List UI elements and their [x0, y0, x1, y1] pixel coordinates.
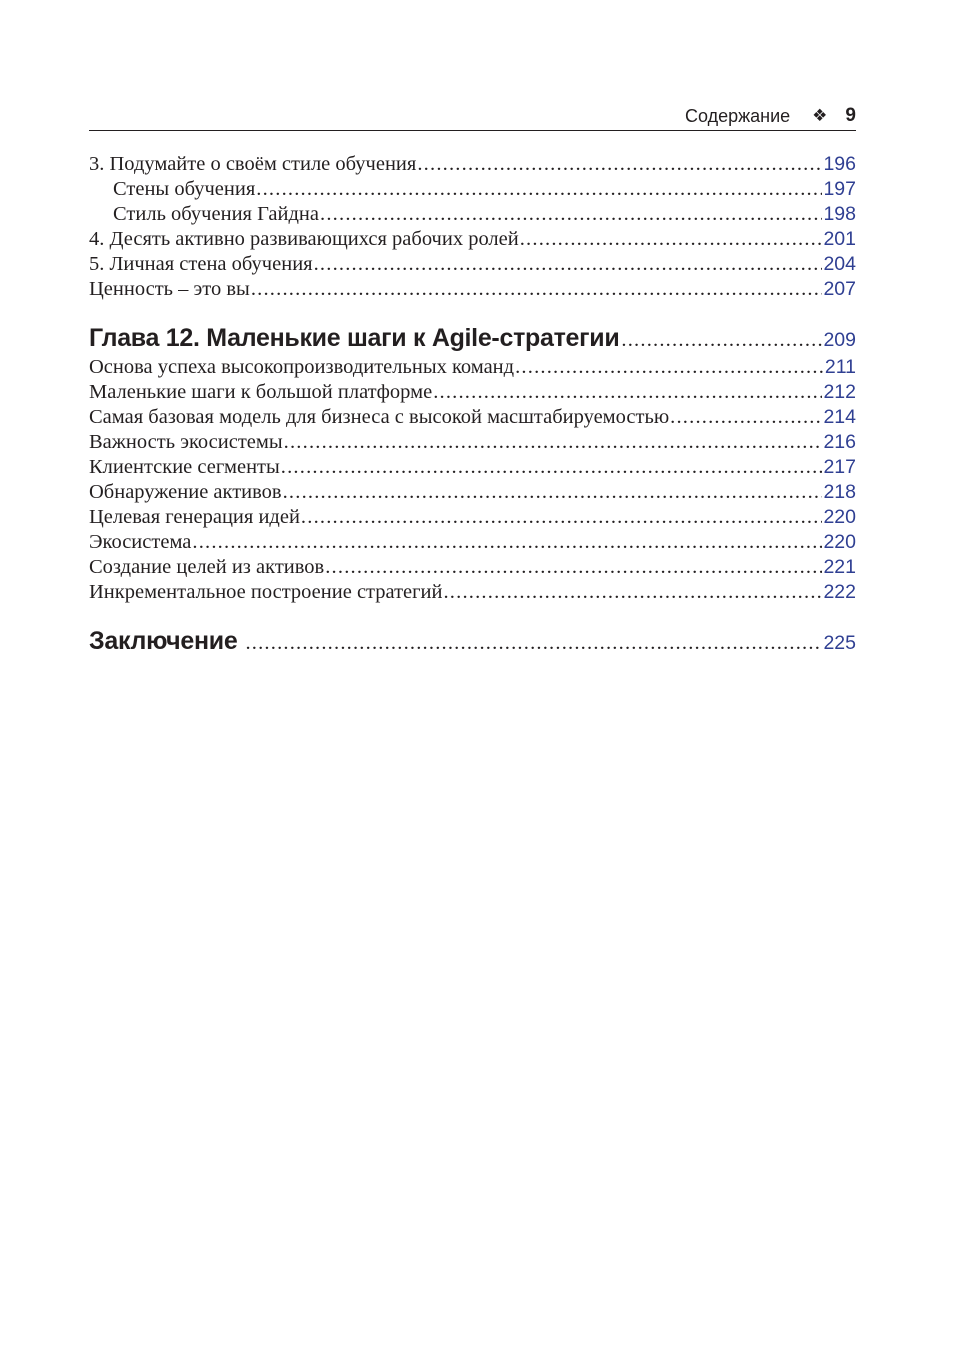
toc-entry-title: Важность экосистемы — [89, 431, 283, 453]
toc-entry[interactable] — [89, 405, 856, 430]
toc-entry-page[interactable]: 220 — [823, 531, 856, 553]
dot-leader — [284, 430, 823, 455]
toc-entry-title: Экосистема — [89, 531, 192, 553]
toc-entry-page[interactable]: 221 — [823, 556, 856, 578]
toc-conclusion-heading[interactable] — [89, 627, 856, 659]
toc-entry-page[interactable]: 222 — [823, 581, 856, 603]
dot-leader — [251, 277, 823, 302]
toc-entry[interactable] — [89, 580, 856, 605]
toc-entry[interactable] — [89, 430, 856, 455]
toc-entry[interactable] — [89, 355, 856, 380]
running-header — [89, 101, 856, 131]
toc-entry[interactable] — [89, 152, 856, 177]
toc-entry-title: Стиль обучения Гайдна — [113, 203, 320, 225]
running-header-section: Содержание — [684, 105, 791, 126]
toc-entry-page[interactable]: 198 — [823, 203, 856, 225]
dot-leader — [281, 455, 823, 480]
dot-leader — [515, 355, 824, 380]
dot-leader — [417, 152, 822, 177]
page-number: 9 — [845, 105, 856, 126]
dot-leader — [245, 632, 822, 655]
toc-entry-title: Самая базовая модель для бизнеса с высокой масштабируемостью — [89, 406, 670, 428]
dot-leader — [314, 252, 823, 277]
toc-entry-page[interactable]: 201 — [823, 228, 856, 250]
toc-entry-title: 3. Подумайте о своём стиле обучения — [89, 153, 417, 175]
toc-chapter-heading[interactable] — [89, 324, 856, 355]
toc-entry[interactable] — [89, 380, 856, 405]
toc-entry-title: 5. Личная стена обучения — [89, 253, 313, 275]
header-rule — [89, 130, 856, 131]
toc-entry[interactable] — [89, 555, 856, 580]
table-of-contents — [89, 152, 856, 659]
toc-entry-page[interactable]: 217 — [823, 456, 856, 478]
toc-entry[interactable] — [89, 277, 856, 302]
toc-entry-page[interactable]: 207 — [823, 278, 856, 300]
dot-leader — [325, 555, 822, 580]
toc-entry-page[interactable]: 220 — [823, 506, 856, 528]
dot-leader — [283, 480, 823, 505]
toc-entry[interactable] — [89, 252, 856, 277]
dot-leader — [670, 405, 822, 430]
toc-entry[interactable] — [89, 202, 856, 227]
toc-entry-page[interactable]: 204 — [823, 253, 856, 275]
conclusion-title: Заключение — [89, 627, 238, 655]
toc-entry[interactable] — [89, 480, 856, 505]
toc-entry[interactable] — [89, 505, 856, 530]
ornament-icon: ❖ — [812, 106, 828, 125]
dot-leader — [320, 202, 822, 227]
toc-entry-title: Обнаружение активов — [89, 481, 282, 503]
toc-entry-page[interactable]: 197 — [823, 178, 856, 200]
chapter-page[interactable]: 209 — [823, 329, 856, 351]
toc-entry-page[interactable]: 216 — [823, 431, 856, 453]
chapter-title: Глава 12. Маленькие шаги к Agile-стратегии — [89, 324, 620, 352]
toc-entry[interactable] — [89, 530, 856, 555]
toc-entry-title: Основа успеха высокопроизводительных команд — [89, 356, 515, 378]
toc-entry-title: Маленькие шаги к большой платформе — [89, 381, 433, 403]
conclusion-page[interactable]: 225 — [823, 632, 856, 654]
toc-entry-title: Целевая генерация идей — [89, 506, 300, 528]
toc-entry-title: Клиентские сегменты — [89, 456, 280, 478]
dot-leader — [256, 177, 822, 202]
toc-entry-title: Инкрементальное построение стратегий — [89, 581, 443, 603]
toc-entry-page[interactable]: 211 — [824, 356, 856, 378]
toc-entry-title: Стены обучения — [113, 178, 256, 200]
toc-entry-title: 4. Десять активно развивающихся рабочих ролей — [89, 228, 519, 250]
dot-leader — [443, 580, 822, 605]
toc-entry[interactable] — [89, 177, 856, 202]
toc-entry[interactable] — [89, 455, 856, 480]
toc-entry[interactable] — [89, 227, 856, 252]
toc-entry-title: Ценность – это вы — [89, 278, 250, 300]
dot-leader — [520, 227, 823, 252]
dot-leader — [621, 329, 822, 352]
dot-leader — [301, 505, 823, 530]
toc-entry-page[interactable]: 212 — [823, 381, 856, 403]
toc-entry-page[interactable]: 214 — [823, 406, 856, 428]
toc-entry-page[interactable]: 218 — [823, 481, 856, 503]
dot-leader — [192, 530, 822, 555]
dot-leader — [433, 380, 822, 405]
toc-entry-page[interactable]: 196 — [823, 153, 856, 175]
toc-entry-title: Создание целей из активов — [89, 556, 325, 578]
